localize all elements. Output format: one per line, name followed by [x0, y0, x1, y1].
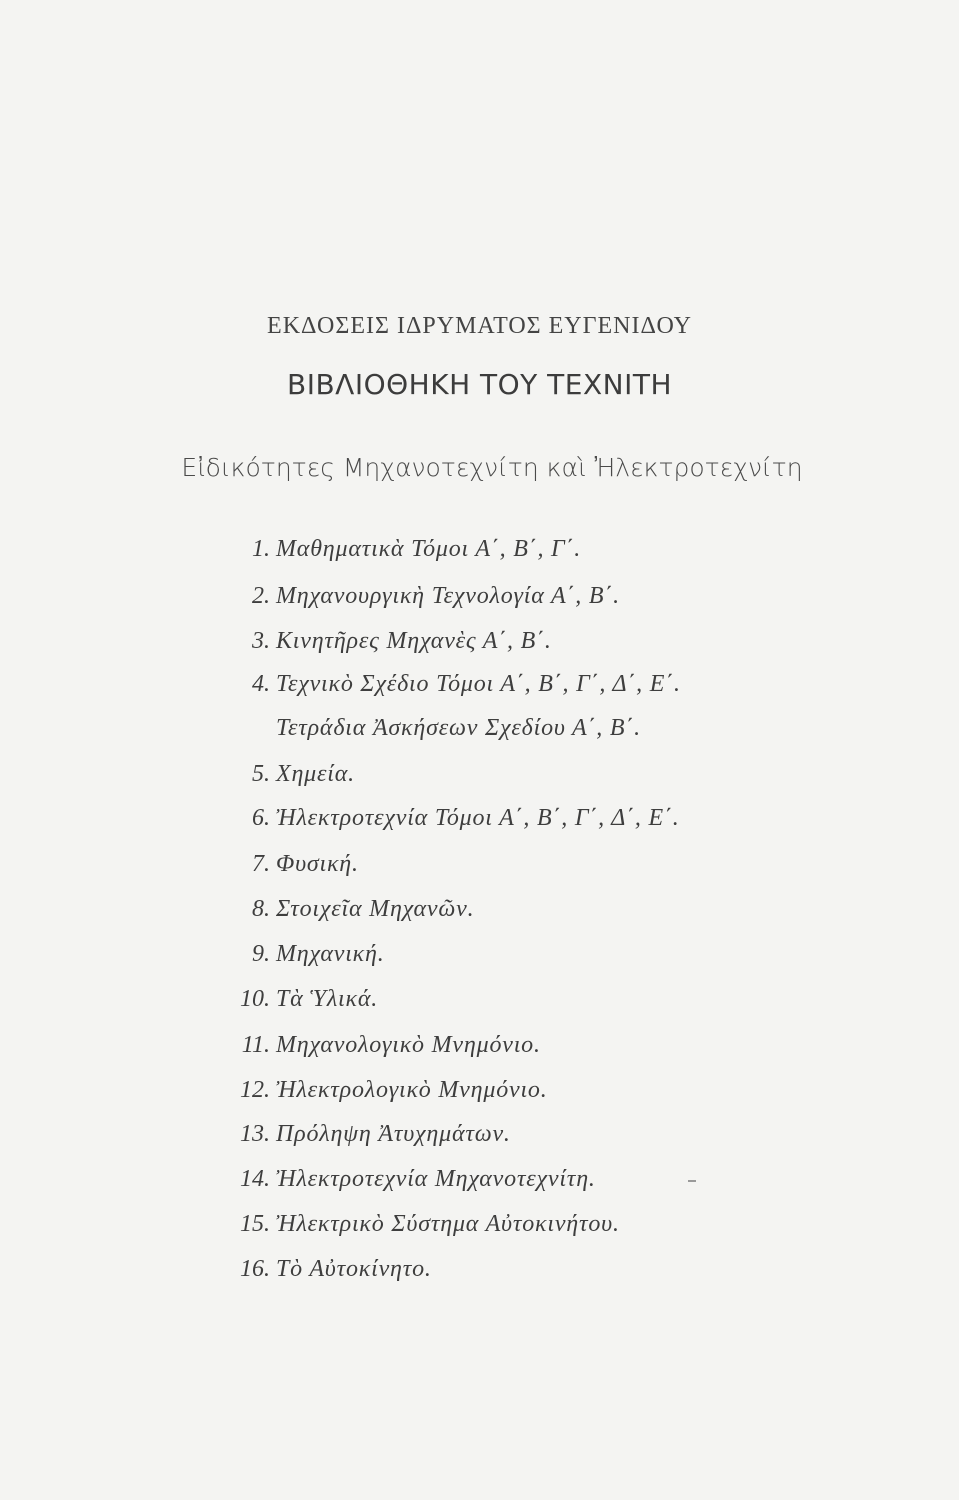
item-title: Τεχνικὸ Σχέδιο Τόμοι Α΄, Β΄, Γ΄, Δ΄, Ε΄.: [276, 671, 681, 697]
item-number: 13.: [240, 1121, 270, 1147]
item-number: 2.: [252, 583, 270, 609]
item-number: 16.: [240, 1256, 270, 1282]
item-title: Τετράδια Ἀσκήσεων Σχεδίου Α΄, Β΄.: [276, 715, 641, 741]
item-title: Ἠλεκτροτεχνία Μηχανοτεχνίτη.: [276, 1166, 596, 1192]
list-item: [230, 537, 581, 561]
item-number: 10.: [240, 986, 270, 1012]
list-item: [276, 716, 641, 740]
list-item: [230, 1167, 596, 1191]
item-number: 9.: [252, 941, 270, 967]
series-title: ΒΙΒΛΙΟΘΗΚΗ ΤΟΥ ΤΕΧΝΙΤΗ: [286, 368, 673, 401]
list-item: [230, 1257, 432, 1281]
item-title: Μηχανουργικὴ Τεχνολογία Α΄, Β΄.: [276, 583, 620, 609]
publisher-heading: ΕΚΔΟΣΕΙΣ ΙΔΡΥΜΑΤΟΣ ΕΥΓΕΝΙΔΟΥ: [267, 313, 692, 339]
item-title: Τὰ Ὑλικά.: [276, 986, 379, 1012]
list-item: [230, 1033, 541, 1057]
item-title: Πρόληψη Ἀτυχημάτων.: [276, 1121, 511, 1147]
item-title: Χημεία.: [276, 761, 355, 787]
item-number: 6.: [252, 805, 270, 831]
item-number: 14.: [240, 1166, 270, 1192]
list-item: [230, 1078, 548, 1102]
item-number: 8.: [252, 896, 270, 922]
item-title: Στοιχεῖα Μηχανῶν.: [276, 896, 475, 922]
list-item: [230, 942, 385, 966]
item-title: Κινητῆρες Μηχανὲς Α΄, Β΄.: [276, 628, 552, 654]
list-item: [230, 584, 620, 608]
item-title: Μαθηματικὰ Τόμοι Α΄, Β΄, Γ΄.: [276, 536, 582, 562]
list-item: [230, 1212, 620, 1236]
specialties-subtitle: Εἰδικότητες Μηχανοτεχνίτη καὶ Ἠλεκτροτεχνίτη: [181, 453, 803, 482]
item-number: 7.: [252, 851, 270, 877]
list-item: [230, 672, 681, 696]
item-title: Ἠλεκτρικὸ Σύστημα Αὐτοκινήτου.: [276, 1211, 620, 1237]
item-title: Μηχανολογικὸ Μνημόνιο.: [276, 1032, 541, 1058]
list-item: [230, 762, 355, 786]
item-title: Ἠλεκτροτεχνία Τόμοι Α΄, Β΄, Γ΄, Δ΄, Ε΄.: [276, 805, 680, 831]
list-item: [230, 806, 680, 830]
list-item: [230, 1122, 511, 1146]
item-number: 12.: [240, 1077, 270, 1103]
list-item: [230, 629, 552, 653]
stray-ink-mark: [688, 1180, 696, 1182]
item-number: 5.: [252, 761, 270, 787]
item-number: 11.: [241, 1032, 270, 1058]
item-number: 3.: [252, 628, 270, 654]
item-title: Τὸ Αὐτοκίνητο.: [276, 1256, 432, 1282]
list-item: [230, 987, 378, 1011]
item-number: 4.: [252, 671, 270, 697]
list-item: [230, 897, 474, 921]
item-title: Μηχανική.: [276, 941, 385, 967]
item-title: Ἠλεκτρολογικὸ Μνημόνιο.: [276, 1077, 548, 1103]
item-number: 15.: [240, 1211, 270, 1237]
list-item: [230, 852, 359, 876]
item-title: Φυσική.: [276, 851, 359, 877]
item-number: 1.: [252, 536, 270, 562]
